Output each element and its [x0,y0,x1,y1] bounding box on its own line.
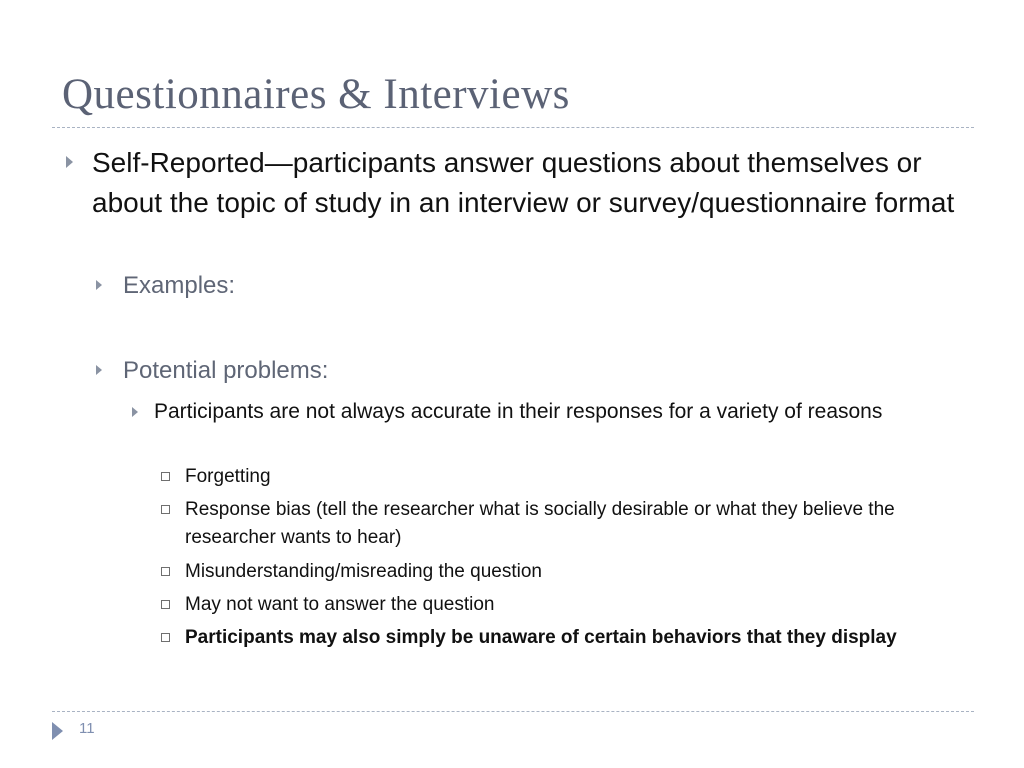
problem-text: May not want to answer the question [185,594,495,615]
potential-problems-label: Potential problems: [123,357,329,384]
problem-text: Forgetting [185,466,271,487]
footer-arrow-icon [52,722,63,740]
square-bullet-icon [161,567,170,576]
examples-label: Examples: [123,272,236,299]
footer-divider [52,711,974,712]
square-bullet-icon [161,505,170,514]
square-bullet-icon [161,633,170,642]
triangle-bullet-icon [66,156,73,168]
problem-text-bold: Participants may also simply be unaware of certain behaviors that they display [185,627,897,648]
triangle-bullet-icon [132,407,138,417]
title-divider [52,127,974,128]
problem-text: Response bias (tell the researcher what is socially desirable or what they believe the researcher wants to hear) [185,499,895,548]
accuracy-text: Participants are not always accurate in their responses for a variety of reasons [154,400,883,423]
problem-text: Misunderstanding/misreading the question [185,561,542,582]
self-reported-text: Self-Reported—participants answer questions about themselves or about the topic of study in an interview or survey/questionnaire format [92,147,955,218]
square-bullet-icon [161,600,170,609]
triangle-bullet-icon [96,280,102,290]
square-bullet-icon [161,472,170,481]
triangle-bullet-icon [96,365,102,375]
slide-title: Questionnaires & Interviews [62,71,570,118]
page-number: 11 [79,720,95,737]
